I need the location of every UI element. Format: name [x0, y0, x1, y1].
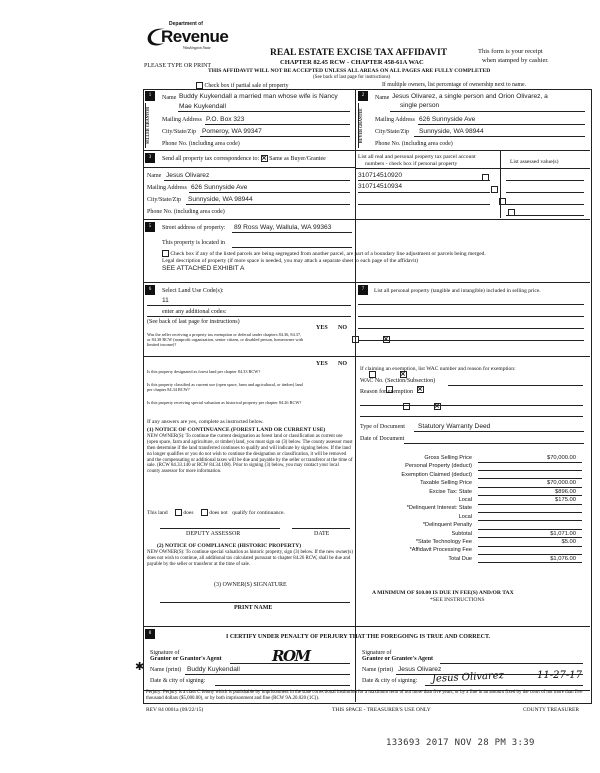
- logo-top: Department of: [169, 21, 203, 27]
- legal-label: Legal description of property (if more space is needed, you may attach a separate sheet to each page of the affidavit): [162, 258, 418, 264]
- please-type: PLEASE TYPE OR PRINT: [144, 63, 212, 69]
- grantor-date-label: Date & city of signing:: [150, 678, 206, 684]
- tax-row-line: [478, 478, 582, 479]
- partial-sale-checkbox[interactable]: [196, 82, 203, 89]
- seller-name-2: Mae Kuykendall: [179, 103, 226, 110]
- wac-label: WAC No. (Section/Subsection): [360, 378, 436, 384]
- buyer-mail-label: Mailing Address: [375, 117, 415, 123]
- tax-row-label: *Delinquent Interest: State: [406, 505, 472, 512]
- seller-city: Pomeroy, WA 99347: [202, 128, 262, 135]
- located-in: This property is located in: [162, 240, 225, 246]
- q3-text: Is this property classified as current use (open space, farm and agricultural, or timber) land per chapter 84.34 RCW?: [147, 382, 303, 392]
- q4-text: Is this property receiving special valuation as historical property per chapter 84.26 RCW?: [147, 400, 302, 405]
- print-name: PRINT NAME: [234, 605, 273, 611]
- reason-label: Reason for exemption: [360, 389, 413, 395]
- qualify-label: qualify for continuance.: [232, 509, 285, 516]
- same-as-buyer-label: Same as Buyer/Grantee: [269, 155, 326, 162]
- grantor-name-label: Name (print): [150, 667, 182, 673]
- form-title: REAL ESTATE EXCISE TAX AFFIDAVIT: [270, 48, 448, 58]
- no-header-1: NO: [338, 325, 347, 331]
- deputy-assessor: DEPUTY ASSESSOR: [186, 531, 241, 537]
- doc-date-label: Date of Document: [360, 436, 405, 442]
- segregation-label: Check box if any of the listed parcels are being segregated from another parcel, are part of a boundary line adjustment or parcels being merged.: [170, 250, 486, 257]
- parcels-head-1: List all real and personal property tax parcel account: [358, 154, 476, 160]
- partial-sale-label: Check box if partial sale of property: [204, 82, 289, 89]
- taxcorr-city: Sunnyside, WA 98944: [188, 196, 253, 203]
- street-value: 89 Ross Way, Wallula, WA 99363: [234, 224, 332, 231]
- yes-header-2: YES: [316, 361, 328, 367]
- rev-number: REV 84 0001a (09/22/15): [146, 707, 204, 713]
- hist-body: NEW OWNER(S): To continue special valuation as historic property, sign (3) below. If the new owner(s) does not wish to continue, all additional tax calculated pursuant to chapter 84.26 RCW, shall be due and payable by the seller or transferor at the time of sale.: [147, 550, 353, 567]
- grantee-date-label: Date & city of signing:: [362, 678, 418, 684]
- tax-row-line: [478, 470, 582, 471]
- receipt-line2: when stamped by cashier.: [482, 57, 549, 64]
- cont-title: (1) NOTICE OF CONTINUANCE (FOREST LAND OR CURRENT USE): [147, 427, 326, 433]
- cont-body: NEW OWNER(S): To continue the current designation as forest land or classification as current use (open space, farm and agriculture, or timber) land, you must sign on (3) below. The county assessor must then determine if the land transferred continues to qualify and will indicate by signing below. If the land no longer qualifies or you do not wish to continue the designation or classification, it will be removed and the compensating or additional taxes will be due and payable by the seller or transferor at the time of sale. (RCW 84.33.140 or RCW 84.34.108). Prior to signing (3) below, you may contact your local county assessor for more information.: [147, 434, 353, 475]
- parcels-head-2: numbers - check box if personal property: [365, 161, 458, 167]
- q2-text: Is this property designated as forest land per chapter 84.33 RCW?: [147, 369, 261, 374]
- tax-row-label: Total Due: [448, 555, 472, 562]
- recording-stamp: 133693 2017 NOV 28 PM 3:39: [386, 738, 535, 748]
- parcel-2: 310714510934: [358, 183, 403, 190]
- landuse-label: Select Land Use Code(s):: [162, 288, 224, 294]
- tax-row-label: Gross Selling Price: [424, 455, 472, 461]
- seller-tab: SELLER GRANTOR: [145, 103, 154, 148]
- no-header-2: NO: [338, 361, 347, 367]
- doc-type: Statutory Warranty Deed: [418, 423, 491, 430]
- owner-signature-label: (3) OWNER(S) SIGNATURE: [214, 582, 287, 588]
- treasurer-use: THIS SPACE - TREASURER'S USE ONLY: [332, 707, 431, 713]
- multiple-owners: If multiple owners, list percentage of ownership next to name.: [382, 82, 527, 88]
- tax-row-label: Excise Tax: State: [429, 488, 472, 495]
- tax-row-label: Personal Property (deduct): [405, 463, 472, 470]
- tax-row-label: Subtotal: [451, 530, 472, 537]
- does-label: does: [183, 509, 194, 516]
- buyer-name-label: Name: [375, 95, 390, 101]
- seller-name-label: Name: [162, 95, 177, 101]
- tax-row-value: $175.00: [555, 497, 576, 503]
- taxcorr-mail-label: Mailing Address: [147, 185, 187, 191]
- tax-row-line: [478, 546, 582, 547]
- q3-no-checkbox[interactable]: [417, 386, 424, 393]
- instr: (See back of last page for instructions): [313, 75, 391, 80]
- tax-row-value: $1,071.00: [550, 530, 576, 537]
- buyer-name-1: Jesus Olivarez, a single person and Orion Olivarez, a: [392, 93, 548, 100]
- grantee-sig-label-1: Signature of: [362, 650, 392, 656]
- parcel-2-checkbox[interactable]: [491, 186, 498, 193]
- does-not-checkbox[interactable]: [201, 509, 208, 516]
- yes-header-1: YES: [316, 325, 328, 331]
- section-3-number: 3: [145, 153, 155, 163]
- does-not-label: does not: [209, 509, 228, 516]
- taxcorr-mail: 626 Sunnyside Ave: [191, 184, 248, 191]
- parcels-head-3: List assessed value(s): [510, 159, 559, 165]
- tax-row-line: [478, 554, 582, 555]
- tax-row-label: *State Technology Fee: [415, 539, 472, 545]
- asterisk-mark: ✱: [135, 660, 145, 673]
- hist-title: (2) NOTICE OF COMPLIANCE (HISTORIC PROPERTY): [157, 543, 302, 549]
- buyer-name-2: single person: [400, 102, 440, 109]
- landuse-seeback: (See back of last page for instructions): [147, 319, 240, 325]
- warning: THIS AFFIDAVIT WILL NOT BE ACCEPTED UNLESS ALL AREAS ON ALL PAGES ARE FULLY COMPLETED: [208, 68, 491, 74]
- tax-row-value: $5.00: [561, 539, 576, 545]
- see-instructions: *SEE INSTRUCTIONS: [430, 597, 485, 603]
- receipt-line1: This form is your receipt: [478, 48, 543, 55]
- logo-main: Revenue: [161, 27, 229, 46]
- tax-row-value: $896.00: [555, 488, 576, 495]
- tax-row-line: [478, 537, 582, 538]
- taxcorr-city-label: City/State/Zip: [147, 197, 181, 203]
- grantor-signature: ROM: [272, 647, 310, 665]
- grantee-name-label: Name (print): [362, 667, 394, 673]
- does-checkbox[interactable]: [175, 509, 182, 516]
- personal-label: List all personal property (tangible and intangible) included in selling price.: [374, 288, 541, 294]
- grantor-name: Buddy Kuykendall: [187, 666, 240, 673]
- seller-name-1: Buddy Kuykendall a married man whose wife is Nancy: [179, 93, 338, 100]
- tax-row-value: $70,000.00: [546, 455, 576, 461]
- tax-row-line: [478, 562, 582, 563]
- county-treasurer: COUNTY TREASURER: [523, 707, 580, 713]
- tax-row-label: *Affidavit Processing Fee: [409, 547, 472, 554]
- tax-row-line: [478, 487, 582, 488]
- parcel-1: 310714510920: [358, 172, 403, 179]
- tax-row-line: [478, 462, 582, 463]
- tax-row-line: [478, 520, 582, 521]
- buyer-city-label: City/State/Zip: [375, 129, 409, 135]
- q1-text: Was the seller receiving a property tax exemption or deferral under chapters 84.36, 84.37, or 84.38 RCW (nonprofit organization, senior citizen, or disabled person, homeowner with limited income)?: [147, 332, 304, 347]
- dor-logo: [145, 21, 229, 62]
- section-5-number: 5: [145, 222, 155, 232]
- certify-text: I CERTIFY UNDER PENALTY OF PERJURY THAT THE FOREGOING IS TRUE AND CORRECT.: [226, 634, 491, 640]
- same-as-buyer-checkbox[interactable]: [261, 155, 268, 162]
- seller-city-label: City/State/Zip: [162, 129, 196, 135]
- exempt-label: If claiming an exemption, list WAC number and reason for exemption:: [360, 366, 516, 372]
- taxcorr-name-label: Name: [147, 173, 162, 179]
- tax-row-label: Local: [458, 513, 472, 520]
- taxcorr-phone-label: Phone No. (including area code): [147, 209, 225, 215]
- street-label: Street address of property:: [162, 225, 226, 231]
- landuse-additional: enter any additional codes:: [162, 309, 227, 315]
- grantee-date-value: 11-27-17: [537, 670, 582, 681]
- seller-mail: P.O. Box 323: [206, 116, 245, 123]
- tax-row-line: [478, 504, 582, 505]
- taxcorr-name: Jesus Olivarez: [166, 172, 210, 179]
- grantee-signature: Jesus Olivarez: [431, 670, 505, 685]
- continuance-row: [147, 509, 285, 516]
- section-2-number: 2: [358, 91, 368, 101]
- deputy-date: DATE: [314, 531, 330, 537]
- tax-row-value: $1,076.00: [550, 555, 576, 562]
- section-7-number: 7: [358, 285, 368, 295]
- section-6-number: 6: [145, 285, 155, 295]
- center-divider: [355, 89, 356, 702]
- parcel-3-checkbox[interactable]: [499, 198, 506, 205]
- tax-row-line: [478, 512, 582, 513]
- tax-row-line: [478, 529, 582, 530]
- ifany: If any answers are yes, complete as instructed below.: [147, 419, 264, 425]
- tax-row-label: Exemption Claimed (deduct): [401, 471, 472, 478]
- tax-row-line: [478, 495, 582, 496]
- segregation-checkbox[interactable]: [162, 250, 169, 257]
- tax-row-label: Local: [458, 497, 472, 503]
- perjury-text: Perjury: Perjury is a class C felony which is punishable by imprisonment in the state correctional institution for a maximum term of not more than five years, or by a fine in an amount fixed by the court of not more than five thousand dollars ($5,000.00), or by both imprisonment and fine (RCW 9A.20.020 (1C)).: [146, 690, 583, 702]
- taxcorr-label: Send all property tax correspondence to:: [162, 155, 260, 162]
- logo-sub: Washington State: [183, 45, 211, 50]
- buyer-city: Sunnyside, WA 98944: [419, 128, 484, 135]
- tax-row-label: *Delinquent Penalty: [422, 522, 472, 529]
- seller-mail-label: Mailing Address: [162, 117, 202, 123]
- doc-type-label: Type of Document: [360, 424, 405, 430]
- minimum-note: A MINIMUM OF $10.00 IS DUE IN FEE(S) AND/OR TAX: [372, 590, 514, 596]
- section-8-number: 8: [145, 629, 155, 639]
- seller-phone-label: Phone No. (including area code): [162, 141, 240, 147]
- grantor-sig-label-2: Grantor or Grantor's Agent: [150, 656, 222, 662]
- buyer-phone-label: Phone No. (including area code): [375, 141, 453, 147]
- section-1-number: 1: [145, 91, 155, 101]
- grantee-name: Jesus Olivarez: [398, 666, 442, 673]
- grantee-sig-label-2: Grantee or Grantee's Agent: [362, 656, 434, 662]
- segregation-row: [162, 250, 486, 257]
- this-land: This land: [147, 509, 168, 516]
- taxcorr-row: [162, 155, 326, 163]
- buyer-tab: BUYER GRANTEE: [358, 103, 367, 148]
- form-frame: [143, 89, 592, 704]
- form-chapter: CHAPTER 82.45 RCW - CHAPTER 458-61A WAC: [280, 59, 424, 66]
- grantor-sig-label-1: Signature of: [150, 650, 180, 656]
- legal-value: SEE ATTACHED EXHIBIT A: [162, 265, 245, 272]
- landuse-code: 11: [162, 297, 169, 304]
- tax-row-label: Taxable Selling Price: [420, 480, 472, 487]
- tax-row-value: $70,000.00: [546, 480, 576, 487]
- buyer-mail: 626 Sunnyside Ave: [419, 116, 476, 123]
